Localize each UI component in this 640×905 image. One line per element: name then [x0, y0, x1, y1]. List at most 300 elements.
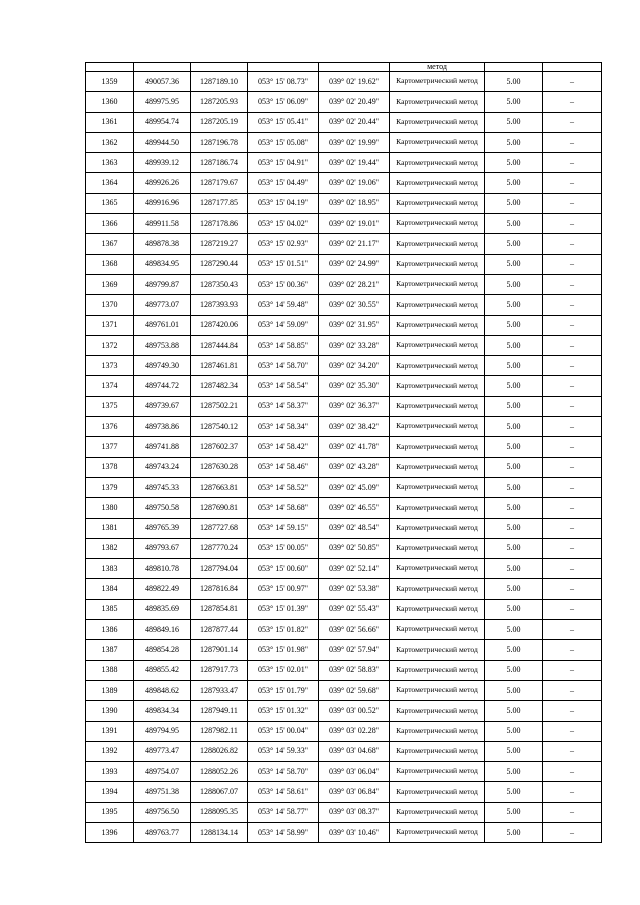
- cell-point-number: 1363: [86, 153, 134, 173]
- cell-note: –: [543, 518, 602, 538]
- table-row: [86, 599, 602, 619]
- coordinates-table: [85, 62, 602, 843]
- table-row: [86, 437, 602, 457]
- cell-note: –: [543, 498, 602, 518]
- cell-y: 1287179.67: [191, 173, 248, 193]
- cell-x: 489739.67: [134, 396, 191, 416]
- cell-accuracy: 5.00: [485, 518, 543, 538]
- cell-accuracy: 5.00: [485, 599, 543, 619]
- cell-method: Картометрический метод: [390, 72, 485, 92]
- cell-note: –: [543, 274, 602, 294]
- cell-method: Картометрический метод: [390, 396, 485, 416]
- cell-method: Картометрический метод: [390, 417, 485, 437]
- cell-accuracy: 5.00: [485, 92, 543, 112]
- cell-y: 1288052.26: [191, 762, 248, 782]
- cell-longitude: 039° 02' 21.17": [319, 234, 390, 254]
- cell-note: –: [543, 132, 602, 152]
- cell-longitude: 039° 03' 06.84": [319, 782, 390, 802]
- cell-accuracy: 5.00: [485, 72, 543, 92]
- cell-note: –: [543, 396, 602, 416]
- cell-note: –: [543, 538, 602, 558]
- cell-note: –: [543, 356, 602, 376]
- cell-y: 1287178.86: [191, 214, 248, 234]
- cell-latitude: 053° 14' 58.99": [248, 822, 319, 842]
- cell-x: 489753.88: [134, 335, 191, 355]
- cell-note: –: [543, 599, 602, 619]
- cell-point-number: 1360: [86, 92, 134, 112]
- cell-accuracy: 5.00: [485, 660, 543, 680]
- cell-x: 489773.07: [134, 295, 191, 315]
- cell-accuracy: 5.00: [485, 782, 543, 802]
- cell-method: Картометрический метод: [390, 315, 485, 335]
- table-row: [86, 457, 602, 477]
- cell-note: –: [543, 782, 602, 802]
- cell-note: –: [543, 701, 602, 721]
- cell-x: 489810.78: [134, 559, 191, 579]
- cell-x: 489756.50: [134, 802, 191, 822]
- table-body: [86, 63, 602, 843]
- table-row: [86, 579, 602, 599]
- cell-longitude: 039° 02' 20.44": [319, 112, 390, 132]
- table-row: [86, 315, 602, 335]
- cell-note: –: [543, 721, 602, 741]
- cell-method: Картометрический метод: [390, 741, 485, 761]
- cell-y: 1287854.81: [191, 599, 248, 619]
- cell-x: 489765.39: [134, 518, 191, 538]
- table-row: [86, 680, 602, 700]
- cell-point-number: 1391: [86, 721, 134, 741]
- cell-y: 1287189.10: [191, 72, 248, 92]
- table-row: [86, 72, 602, 92]
- table-row: [86, 559, 602, 579]
- cell-longitude: 039° 02' 34.20": [319, 356, 390, 376]
- cell-method: Картометрический метод: [390, 214, 485, 234]
- cell-x: 489835.69: [134, 599, 191, 619]
- cell-accuracy: 5.00: [485, 356, 543, 376]
- cell-longitude: 039° 03' 10.46": [319, 822, 390, 842]
- cell-point-number: 1389: [86, 680, 134, 700]
- cell-x: 489975.95: [134, 92, 191, 112]
- cell-latitude: [248, 63, 319, 72]
- table-row: [86, 518, 602, 538]
- cell-y: 1287290.44: [191, 254, 248, 274]
- cell-accuracy: 5.00: [485, 315, 543, 335]
- cell-point-number: 1395: [86, 802, 134, 822]
- cell-latitude: 053° 15' 01.79": [248, 680, 319, 700]
- cell-point-number: 1359: [86, 72, 134, 92]
- cell-method: Картометрический метод: [390, 822, 485, 842]
- cell-longitude: 039° 02' 45.09": [319, 477, 390, 497]
- cell-latitude: 053° 14' 58.70": [248, 762, 319, 782]
- cell-x: 489754.07: [134, 762, 191, 782]
- cell-note: –: [543, 741, 602, 761]
- cell-accuracy: 5.00: [485, 680, 543, 700]
- cell-point-number: 1393: [86, 762, 134, 782]
- cell-x: 489834.34: [134, 701, 191, 721]
- table-row: [86, 356, 602, 376]
- cell-accuracy: 5.00: [485, 234, 543, 254]
- cell-point-number: 1382: [86, 538, 134, 558]
- cell-latitude: 053° 15' 04.19": [248, 193, 319, 213]
- cell-latitude: 053° 14' 58.34": [248, 417, 319, 437]
- cell-method: Картометрический метод: [390, 802, 485, 822]
- cell-point-number: 1365: [86, 193, 134, 213]
- cell-y: 1287219.27: [191, 234, 248, 254]
- cell-y: 1287502.21: [191, 396, 248, 416]
- cell-method: Картометрический метод: [390, 376, 485, 396]
- cell-latitude: 053° 15' 02.93": [248, 234, 319, 254]
- cell-method: Картометрический метод: [390, 660, 485, 680]
- cell-note: [543, 63, 602, 72]
- cell-longitude: 039° 02' 50.85": [319, 538, 390, 558]
- cell-note: –: [543, 620, 602, 640]
- cell-point-number: 1388: [86, 660, 134, 680]
- cell-y: 1287917.73: [191, 660, 248, 680]
- cell-method: Картометрический метод: [390, 254, 485, 274]
- cell-method: Картометрический метод: [390, 559, 485, 579]
- cell-longitude: [319, 63, 390, 72]
- cell-latitude: 053° 14' 58.46": [248, 457, 319, 477]
- cell-x: 489794.95: [134, 721, 191, 741]
- cell-note: –: [543, 680, 602, 700]
- cell-longitude: 039° 02' 57.94": [319, 640, 390, 660]
- cell-x: 489954.74: [134, 112, 191, 132]
- table-row: [86, 112, 602, 132]
- cell-accuracy: 5.00: [485, 437, 543, 457]
- cell-longitude: 039° 02' 28.21": [319, 274, 390, 294]
- cell-x: [134, 63, 191, 72]
- cell-point-number: 1384: [86, 579, 134, 599]
- cell-y: 1287540.12: [191, 417, 248, 437]
- cell-accuracy: 5.00: [485, 701, 543, 721]
- cell-y: 1287461.81: [191, 356, 248, 376]
- cell-y: 1287727.68: [191, 518, 248, 538]
- cell-latitude: 053° 15' 05.41": [248, 112, 319, 132]
- cell-longitude: 039° 02' 38.42": [319, 417, 390, 437]
- cell-accuracy: 5.00: [485, 112, 543, 132]
- cell-point-number: 1375: [86, 396, 134, 416]
- cell-method: Картометрический метод: [390, 274, 485, 294]
- cell-point-number: 1377: [86, 437, 134, 457]
- cell-note: –: [543, 579, 602, 599]
- cell-y: 1287982.11: [191, 721, 248, 741]
- cell-point-number: 1387: [86, 640, 134, 660]
- cell-x: 489744.72: [134, 376, 191, 396]
- cell-accuracy: 5.00: [485, 579, 543, 599]
- cell-point-number: 1383: [86, 559, 134, 579]
- table-row: [86, 701, 602, 721]
- cell-y: 1287602.37: [191, 437, 248, 457]
- cell-accuracy: 5.00: [485, 295, 543, 315]
- cell-method: Картометрический метод: [390, 356, 485, 376]
- cell-note: –: [543, 640, 602, 660]
- cell-accuracy: 5.00: [485, 620, 543, 640]
- cell-method: Картометрический метод: [390, 640, 485, 660]
- cell-latitude: 053° 15' 01.51": [248, 254, 319, 274]
- table-row: [86, 782, 602, 802]
- cell-latitude: 053° 15' 01.98": [248, 640, 319, 660]
- table-row: [86, 802, 602, 822]
- cell-latitude: 053° 15' 04.91": [248, 153, 319, 173]
- cell-x: 489799.87: [134, 274, 191, 294]
- table-row: [86, 295, 602, 315]
- cell-longitude: 039° 02' 43.28": [319, 457, 390, 477]
- cell-latitude: 053° 15' 01.82": [248, 620, 319, 640]
- cell-longitude: 039° 02' 30.55": [319, 295, 390, 315]
- cell-latitude: 053° 15' 00.04": [248, 721, 319, 741]
- cell-method: Картометрический метод: [390, 153, 485, 173]
- cell-method: Картометрический метод: [390, 132, 485, 152]
- cell-longitude: 039° 02' 58.83": [319, 660, 390, 680]
- cell-method: Картометрический метод: [390, 112, 485, 132]
- cell-note: –: [543, 112, 602, 132]
- cell-point-number: 1370: [86, 295, 134, 315]
- cell-method: Картометрический метод: [390, 782, 485, 802]
- cell-point-number: 1371: [86, 315, 134, 335]
- cell-x: 489834.95: [134, 254, 191, 274]
- cell-note: –: [543, 437, 602, 457]
- cell-longitude: 039° 02' 48.54": [319, 518, 390, 538]
- cell-note: –: [543, 315, 602, 335]
- cell-y: 1287770.24: [191, 538, 248, 558]
- cell-accuracy: 5.00: [485, 762, 543, 782]
- cell-x: 489750.58: [134, 498, 191, 518]
- cell-note: –: [543, 417, 602, 437]
- cell-longitude: 039° 02' 36.37": [319, 396, 390, 416]
- cell-point-number: 1392: [86, 741, 134, 761]
- cell-method: Картометрический метод: [390, 295, 485, 315]
- cell-y: 1287690.81: [191, 498, 248, 518]
- cell-y: 1288134.14: [191, 822, 248, 842]
- table-row: [86, 214, 602, 234]
- cell-note: –: [543, 153, 602, 173]
- cell-accuracy: 5.00: [485, 274, 543, 294]
- cell-y: 1287420.06: [191, 315, 248, 335]
- cell-y: 1287816.84: [191, 579, 248, 599]
- cell-note: –: [543, 376, 602, 396]
- cell-accuracy: 5.00: [485, 538, 543, 558]
- cell-y: 1287949.11: [191, 701, 248, 721]
- cell-note: –: [543, 477, 602, 497]
- cell-method: Картометрический метод: [390, 477, 485, 497]
- cell-longitude: 039° 02' 52.14": [319, 559, 390, 579]
- cell-latitude: 053° 14' 58.52": [248, 477, 319, 497]
- cell-method: Картометрический метод: [390, 234, 485, 254]
- cell-note: –: [543, 762, 602, 782]
- cell-point-number: 1380: [86, 498, 134, 518]
- cell-latitude: 053° 14' 58.70": [248, 356, 319, 376]
- cell-note: –: [543, 234, 602, 254]
- cell-accuracy: 5.00: [485, 335, 543, 355]
- cell-method: Картометрический метод: [390, 721, 485, 741]
- cell-x: 489773.47: [134, 741, 191, 761]
- cell-x: 489944.50: [134, 132, 191, 152]
- cell-point-number: 1369: [86, 274, 134, 294]
- cell-y: 1287177.85: [191, 193, 248, 213]
- cell-y: 1287393.93: [191, 295, 248, 315]
- cell-x: 489926.26: [134, 173, 191, 193]
- cell-y: 1288095.35: [191, 802, 248, 822]
- cell-latitude: 053° 14' 58.68": [248, 498, 319, 518]
- cell-x: 489763.77: [134, 822, 191, 842]
- cell-accuracy: 5.00: [485, 721, 543, 741]
- cell-latitude: 053° 15' 05.08": [248, 132, 319, 152]
- cell-point-number: 1364: [86, 173, 134, 193]
- table-row: [86, 173, 602, 193]
- cell-x: 489822.49: [134, 579, 191, 599]
- table-row: [86, 234, 602, 254]
- cell-accuracy: 5.00: [485, 153, 543, 173]
- cell-point-number: 1378: [86, 457, 134, 477]
- cell-method: Картометрический метод: [390, 518, 485, 538]
- cell-method: Картометрический метод: [390, 680, 485, 700]
- cell-latitude: 053° 15' 00.36": [248, 274, 319, 294]
- table-row: [86, 132, 602, 152]
- cell-longitude: 039° 02' 55.43": [319, 599, 390, 619]
- cell-longitude: 039° 02' 20.49": [319, 92, 390, 112]
- cell-y: [191, 63, 248, 72]
- cell-longitude: 039° 03' 02.28": [319, 721, 390, 741]
- cell-y: 1288067.07: [191, 782, 248, 802]
- cell-x: 489854.28: [134, 640, 191, 660]
- cell-y: 1287482.34: [191, 376, 248, 396]
- cell-point-number: 1396: [86, 822, 134, 842]
- cell-point-number: [86, 63, 134, 72]
- cell-method: Картометрический метод: [390, 173, 485, 193]
- cell-note: –: [543, 295, 602, 315]
- cell-latitude: 053° 15' 01.32": [248, 701, 319, 721]
- cell-method: метод: [390, 63, 485, 72]
- cell-method: Картометрический метод: [390, 193, 485, 213]
- cell-longitude: 039° 02' 46.55": [319, 498, 390, 518]
- cell-point-number: 1373: [86, 356, 134, 376]
- cell-note: –: [543, 559, 602, 579]
- cell-point-number: 1367: [86, 234, 134, 254]
- cell-accuracy: 5.00: [485, 559, 543, 579]
- cell-y: 1287933.47: [191, 680, 248, 700]
- cell-note: –: [543, 193, 602, 213]
- cell-latitude: 053° 15' 00.60": [248, 559, 319, 579]
- cell-x: 489749.30: [134, 356, 191, 376]
- cell-x: 489745.33: [134, 477, 191, 497]
- cell-y: 1287205.93: [191, 92, 248, 112]
- cell-point-number: 1381: [86, 518, 134, 538]
- cell-point-number: 1368: [86, 254, 134, 274]
- cell-latitude: 053° 14' 58.77": [248, 802, 319, 822]
- cell-note: –: [543, 457, 602, 477]
- cell-longitude: 039° 02' 24.99": [319, 254, 390, 274]
- cell-x: 490057.36: [134, 72, 191, 92]
- cell-point-number: 1361: [86, 112, 134, 132]
- cell-longitude: 039° 02' 35.30": [319, 376, 390, 396]
- cell-x: 489793.67: [134, 538, 191, 558]
- cell-latitude: 053° 14' 58.85": [248, 335, 319, 355]
- cell-method: Картометрический метод: [390, 498, 485, 518]
- cell-note: –: [543, 254, 602, 274]
- cell-note: –: [543, 72, 602, 92]
- cell-point-number: 1386: [86, 620, 134, 640]
- cell-latitude: 053° 14' 59.33": [248, 741, 319, 761]
- table-row: [86, 92, 602, 112]
- cell-y: 1287794.04: [191, 559, 248, 579]
- cell-method: Картометрический метод: [390, 437, 485, 457]
- cell-x: 489855.42: [134, 660, 191, 680]
- cell-y: 1287630.28: [191, 457, 248, 477]
- cell-point-number: 1379: [86, 477, 134, 497]
- cell-x: 489741.88: [134, 437, 191, 457]
- cell-y: 1287350.43: [191, 274, 248, 294]
- cell-y: 1287186.74: [191, 153, 248, 173]
- cell-method: Картометрический метод: [390, 92, 485, 112]
- cell-y: 1287444.84: [191, 335, 248, 355]
- cell-y: 1287877.44: [191, 620, 248, 640]
- cell-x: 489911.58: [134, 214, 191, 234]
- cell-point-number: 1374: [86, 376, 134, 396]
- cell-latitude: 053° 14' 58.42": [248, 437, 319, 457]
- cell-latitude: 053° 14' 58.37": [248, 396, 319, 416]
- cell-latitude: 053° 15' 06.09": [248, 92, 319, 112]
- cell-note: –: [543, 802, 602, 822]
- cell-longitude: 039° 02' 59.68": [319, 680, 390, 700]
- cell-longitude: 039° 03' 08.37": [319, 802, 390, 822]
- table-row: [86, 538, 602, 558]
- cell-point-number: 1394: [86, 782, 134, 802]
- cell-x: 489878.38: [134, 234, 191, 254]
- cell-method: Картометрический метод: [390, 762, 485, 782]
- cell-point-number: 1362: [86, 132, 134, 152]
- table-row: [86, 822, 602, 842]
- cell-accuracy: [485, 63, 543, 72]
- table-row: [86, 193, 602, 213]
- cell-point-number: 1376: [86, 417, 134, 437]
- cell-latitude: 053° 15' 04.02": [248, 214, 319, 234]
- cell-method: Картометрический метод: [390, 620, 485, 640]
- cell-latitude: 053° 15' 02.01": [248, 660, 319, 680]
- cell-note: –: [543, 335, 602, 355]
- table-row: [86, 274, 602, 294]
- cell-latitude: 053° 14' 58.61": [248, 782, 319, 802]
- cell-method: Картометрический метод: [390, 701, 485, 721]
- cell-y: 1287901.14: [191, 640, 248, 660]
- cell-accuracy: 5.00: [485, 802, 543, 822]
- cell-longitude: 039° 02' 53.38": [319, 579, 390, 599]
- cell-y: 1288026.82: [191, 741, 248, 761]
- table-row: [86, 741, 602, 761]
- table-row: [86, 498, 602, 518]
- cell-accuracy: 5.00: [485, 254, 543, 274]
- cell-x: 489761.01: [134, 315, 191, 335]
- cell-longitude: 039° 02' 19.62": [319, 72, 390, 92]
- cell-accuracy: 5.00: [485, 741, 543, 761]
- cell-accuracy: 5.00: [485, 498, 543, 518]
- cell-longitude: 039° 02' 31.95": [319, 315, 390, 335]
- cell-method: Картометрический метод: [390, 599, 485, 619]
- cell-latitude: 053° 14' 59.48": [248, 295, 319, 315]
- cell-note: –: [543, 92, 602, 112]
- cell-longitude: 039° 03' 04.68": [319, 741, 390, 761]
- table-row: [86, 620, 602, 640]
- cell-x: 489751.38: [134, 782, 191, 802]
- cell-longitude: 039° 02' 19.06": [319, 173, 390, 193]
- cell-longitude: 039° 02' 19.99": [319, 132, 390, 152]
- cell-accuracy: 5.00: [485, 396, 543, 416]
- table-row: [86, 721, 602, 741]
- table-row: [86, 376, 602, 396]
- cell-longitude: 039° 02' 19.44": [319, 153, 390, 173]
- cell-note: –: [543, 660, 602, 680]
- table-row: [86, 762, 602, 782]
- cell-point-number: 1385: [86, 599, 134, 619]
